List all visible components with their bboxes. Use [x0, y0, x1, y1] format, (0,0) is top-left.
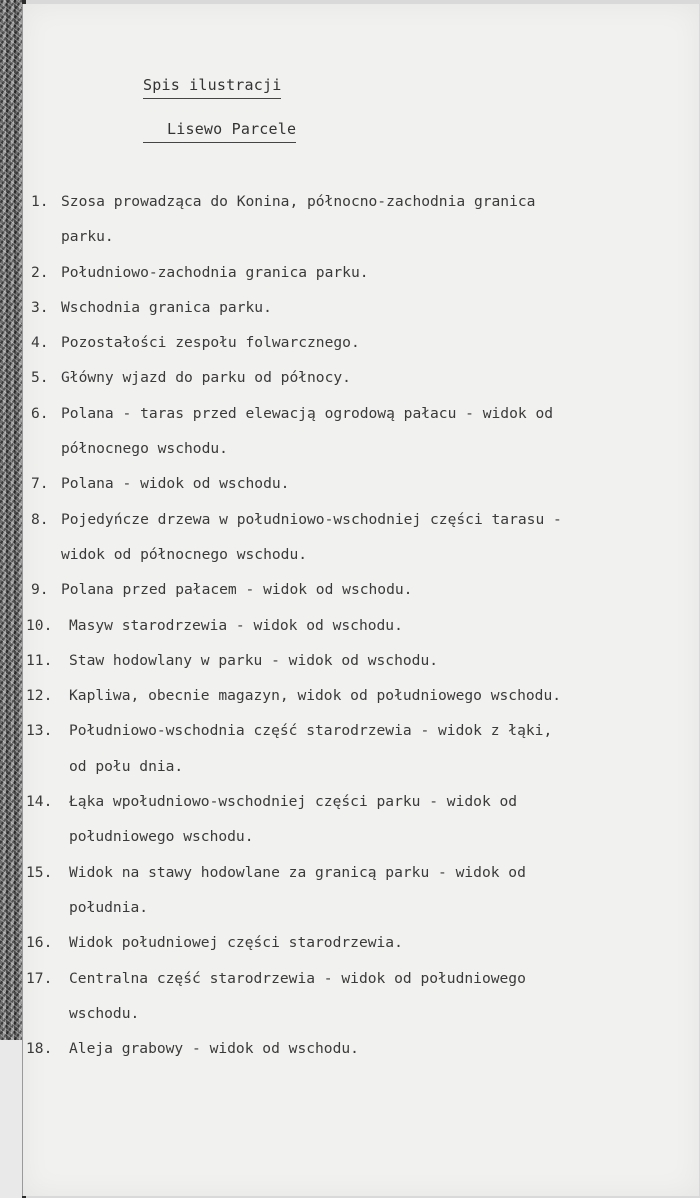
item-number: 17. [26, 969, 53, 987]
list-item [23, 255, 699, 290]
item-number: 13. [26, 722, 53, 740]
item-caption: Pojedyńcze drzewa w południowo-wschodniej części tarasu - widok od północnego wschodu. [61, 510, 562, 563]
item-caption: Południowo-zachodnia granica parku. [61, 263, 369, 281]
list-item [23, 572, 699, 607]
item-number: 15. [26, 863, 53, 881]
item-number: 16. [26, 934, 53, 952]
item-caption: Widok na stawy hodowlane za granicą parku - widok od południa. [69, 863, 526, 916]
adjacent-photo-fragment [0, 0, 22, 1040]
item-number: 18. [26, 1040, 53, 1058]
item-number: 3. [31, 298, 49, 316]
typed-page [22, 4, 699, 1196]
item-number: 5. [31, 369, 49, 387]
item-caption: Masyw starodrzewia - widok od wschodu. [69, 616, 403, 634]
item-caption: Staw hodowlany w parku - widok od wschodu. [69, 651, 439, 669]
item-number: 12. [26, 687, 53, 705]
list-item [23, 290, 699, 325]
item-caption: Wschodnia granica parku. [61, 298, 272, 316]
item-number: 8. [31, 510, 49, 528]
list-item [23, 643, 699, 678]
scan-margin [0, 1040, 22, 1198]
item-number: 4. [31, 334, 49, 352]
item-caption: Łąka wpołudniowo-wschodniej części parku - widok od południowego wschodu. [69, 793, 518, 846]
illustration-list [23, 184, 699, 1066]
list-item [23, 961, 699, 1032]
list-item [23, 784, 699, 855]
item-number: 1. [31, 193, 49, 210]
item-number: 2. [31, 263, 49, 281]
item-number: 11. [26, 651, 53, 669]
list-item [23, 325, 699, 360]
list-item [23, 360, 699, 395]
item-caption: Polana - taras przed elewacją ogrodową pałacu - widok od północnego wschodu. [61, 404, 554, 458]
list-item [23, 713, 699, 784]
list-item [23, 678, 699, 713]
item-number: 10. [26, 616, 53, 634]
item-caption: Polana - widok od wschodu. [61, 475, 290, 493]
item-caption: Główny wjazd do parku od północy. [61, 369, 351, 387]
list-item [23, 396, 699, 467]
list-item [23, 1031, 699, 1066]
item-caption: Południowo-wschodnia część starodrzewia - widok z łąki, od połu dnia. [69, 722, 553, 775]
item-number: 7. [31, 475, 49, 493]
list-item [23, 184, 699, 255]
item-number: 6. [31, 404, 49, 422]
list-item [23, 855, 699, 926]
item-number: 9. [31, 581, 49, 599]
list-item [23, 466, 699, 501]
item-caption: Centralna część starodrzewia - widok od południowego wschodu. [69, 969, 526, 1022]
list-item [23, 925, 699, 960]
item-caption: Szosa prowadząca do Konina, północno-zachodnia granica parku. [61, 193, 536, 246]
item-caption: Widok południowej części starodrzewia. [69, 934, 403, 952]
item-caption: Aleja grabowy - widok od wschodu. [69, 1040, 359, 1058]
list-item [23, 608, 699, 643]
list-item [23, 502, 699, 573]
item-caption: Polana przed pałacem - widok od wschodu. [61, 581, 413, 599]
item-caption: Kapliwa, obecnie magazyn, widok od południowego wschodu. [69, 687, 562, 705]
page-title: Spis ilustracji [143, 76, 281, 99]
page-subtitle: Lisewo Parcele [143, 120, 296, 143]
item-caption: Pozostałości zespołu folwarcznego. [61, 334, 360, 352]
item-number: 14. [26, 793, 53, 811]
